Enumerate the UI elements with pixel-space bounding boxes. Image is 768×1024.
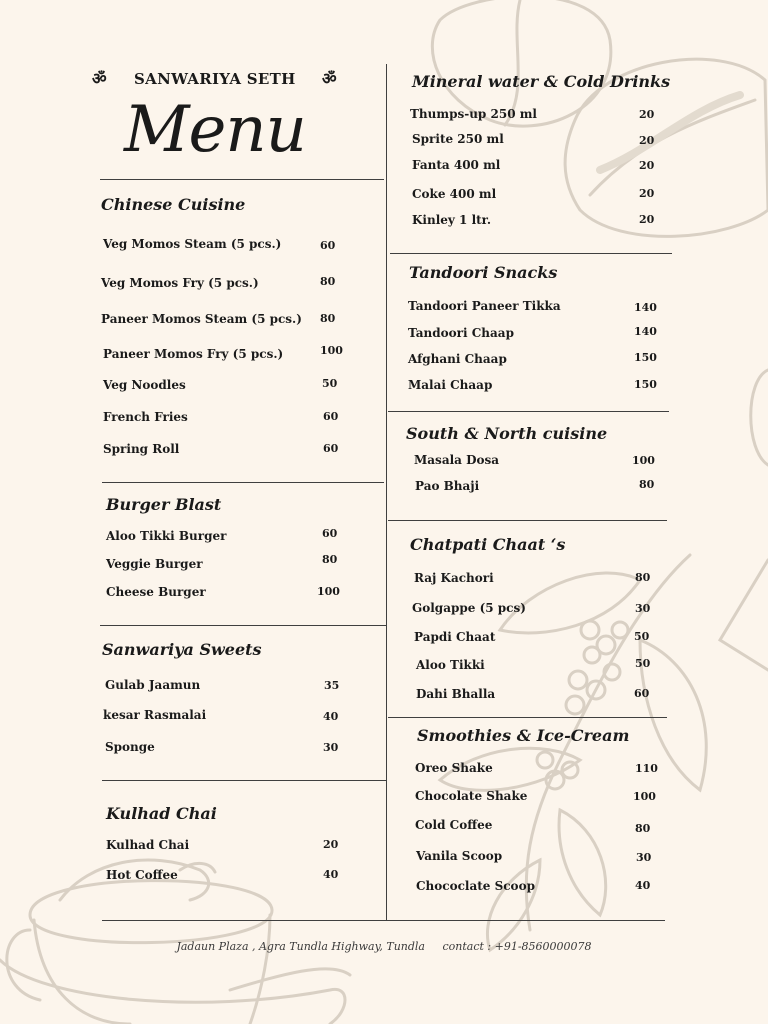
menu-item-name: Malai Chaap xyxy=(408,378,493,392)
menu-item-price: 30 xyxy=(323,741,339,754)
menu-item-name: Veggie Burger xyxy=(106,557,203,571)
menu-item-name: Veg Momos Fry (5 pcs.) xyxy=(101,276,259,290)
footer xyxy=(0,940,768,953)
menu-item-price: 20 xyxy=(639,213,655,226)
menu-item-name: Afghani Chaap xyxy=(408,352,507,366)
menu-item-name: Tandoori Paneer Tikka xyxy=(408,299,561,313)
menu-item-price: 20 xyxy=(323,838,339,851)
menu-item-price: 20 xyxy=(639,108,655,121)
menu-item-name: Oreo Shake xyxy=(415,761,493,775)
divider-line xyxy=(388,520,667,521)
menu-item-price: 20 xyxy=(639,187,655,200)
menu-item-price: 50 xyxy=(634,630,650,643)
om-symbol-left: ॐ xyxy=(92,69,107,88)
divider-line xyxy=(102,780,386,781)
menu-item-price: 35 xyxy=(324,679,340,692)
menu-item-price: 100 xyxy=(317,585,340,598)
menu-item-name: Sprite 250 ml xyxy=(412,132,504,146)
menu-item-price: 60 xyxy=(323,442,339,455)
menu-item-name: Sponge xyxy=(105,740,155,754)
menu-item-name: Coke 400 ml xyxy=(412,187,497,201)
menu-item-name: Cheese Burger xyxy=(106,585,206,599)
menu-item-name: Gulab Jaamun xyxy=(105,678,201,692)
menu-item-price: 60 xyxy=(322,527,338,540)
menu-item-name: Dahi Bhalla xyxy=(416,687,496,701)
om-symbol-right: ॐ xyxy=(322,69,337,88)
menu-item-name: Kinley 1 ltr. xyxy=(412,213,492,227)
menu-item-name: French Fries xyxy=(103,410,188,424)
menu-item-price: 80 xyxy=(635,822,651,835)
menu-item-price: 40 xyxy=(323,868,339,881)
menu-item-name: Fanta 400 ml xyxy=(412,158,501,172)
menu-item-price: 100 xyxy=(632,454,655,467)
section-title-chinese: Chinese Cuisine xyxy=(101,195,246,214)
menu-item-name: Tandoori Chaap xyxy=(408,326,514,340)
menu-item-name: Golgappe (5 pcs) xyxy=(412,601,526,615)
menu-item-price: 20 xyxy=(639,159,655,172)
menu-item-name: Paneer Momos Steam (5 pcs.) xyxy=(101,312,302,326)
divider-line xyxy=(388,411,669,412)
menu-item-name: Paneer Momos Fry (5 pcs.) xyxy=(103,347,284,361)
menu-item-name: Veg Momos Steam (5 pcs.) xyxy=(103,237,282,251)
menu-item-price: 80 xyxy=(320,275,336,288)
menu-item-price: 80 xyxy=(635,571,651,584)
menu-item-name: Chococlate Scoop xyxy=(416,879,535,893)
divider-line xyxy=(102,482,384,483)
page-title: Menu xyxy=(124,93,306,167)
menu-item-price: 40 xyxy=(635,879,651,892)
menu-item-name: kesar Rasmalai xyxy=(103,708,207,722)
menu-item-name: Vanila Scoop xyxy=(416,849,503,863)
divider-line xyxy=(100,625,386,626)
menu-item-price: 30 xyxy=(636,851,652,864)
section-title-chai: Kulhad Chai xyxy=(106,804,217,823)
menu-item-price: 60 xyxy=(634,687,650,700)
menu-item-price: 20 xyxy=(639,134,655,147)
footer-contact: contact : +91-8560000078 xyxy=(442,940,592,953)
column-divider xyxy=(386,64,387,920)
section-title-south: South & North cuisine xyxy=(406,424,608,443)
menu-item-name: Cold Coffee xyxy=(415,818,493,832)
menu-item-name: Raj Kachori xyxy=(414,571,494,585)
menu-item-price: 150 xyxy=(634,351,657,364)
coffee-cup-sketch xyxy=(30,881,272,943)
menu-item-price: 140 xyxy=(634,325,657,338)
menu-item-name: Thumps-up 250 ml xyxy=(410,107,537,121)
menu-item-price: 150 xyxy=(634,378,657,391)
section-title-chaat: Chatpati Chaat ‘s xyxy=(410,535,566,554)
footer-divider xyxy=(102,920,665,921)
menu-item-price: 100 xyxy=(320,344,343,357)
menu-item-price: 80 xyxy=(320,312,336,325)
menu-item-price: 50 xyxy=(322,377,338,390)
menu-item-price: 100 xyxy=(633,790,656,803)
menu-item-name: Spring Roll xyxy=(103,442,180,456)
menu-item-name: Chocolate Shake xyxy=(415,789,528,803)
menu-item-price: 80 xyxy=(322,553,338,566)
menu-item-price: 60 xyxy=(320,239,336,252)
menu-item-name: Pao Bhaji xyxy=(415,479,480,493)
menu-item-name: Aloo Tikki xyxy=(416,658,485,672)
menu-item-price: 60 xyxy=(323,410,339,423)
divider-line xyxy=(100,179,384,180)
menu-item-name: Papdi Chaat xyxy=(414,630,496,644)
section-title-smoothies: Smoothies & Ice-Cream xyxy=(417,726,630,745)
menu-item-name: Veg Noodles xyxy=(103,378,186,392)
divider-line xyxy=(390,253,672,254)
menu-item-price: 50 xyxy=(635,657,651,670)
section-title-burger: Burger Blast xyxy=(106,495,222,514)
menu-item-name: Kulhad Chai xyxy=(106,838,190,852)
menu-item-price: 110 xyxy=(635,762,658,775)
menu-item-price: 140 xyxy=(634,301,657,314)
menu-item-name: Masala Dosa xyxy=(414,453,500,467)
menu-item-price: 30 xyxy=(635,602,651,615)
divider-line xyxy=(388,717,667,718)
menu-item-name: Hot Coffee xyxy=(106,868,178,882)
menu-item-price: 80 xyxy=(639,478,655,491)
section-title-sweets: Sanwariya Sweets xyxy=(102,640,262,659)
section-title-tandoori: Tandoori Snacks xyxy=(409,263,558,282)
menu-item-name: Aloo Tikki Burger xyxy=(106,529,227,543)
footer-address: Jadaun Plaza , Agra Tundla Highway, Tundla xyxy=(176,940,425,953)
menu-item-price: 40 xyxy=(323,710,339,723)
section-title-drinks: Mineral water & Cold Drinks xyxy=(412,72,671,91)
brand-name: SANWARIYA SETH xyxy=(134,70,296,88)
